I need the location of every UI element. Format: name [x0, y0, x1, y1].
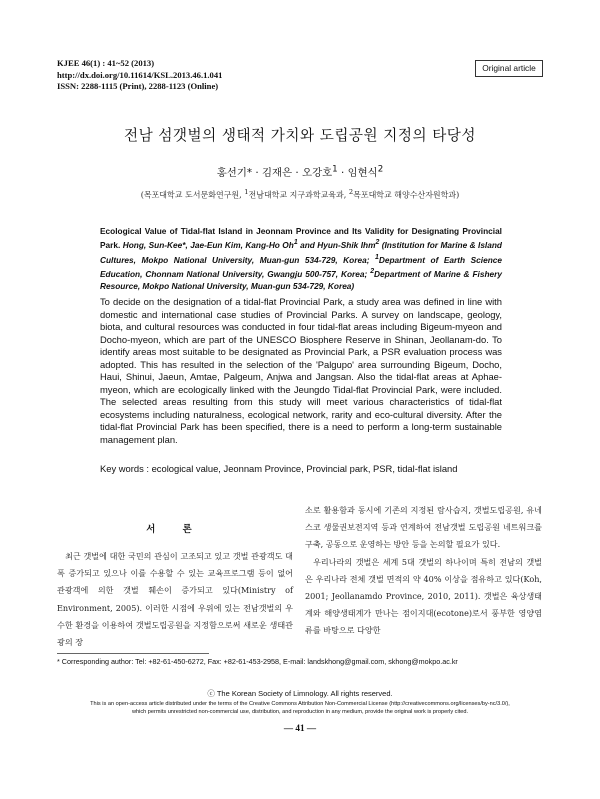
affiliation-part: 목포대학교 해양수산자원학과): [353, 190, 460, 200]
english-title-block: [100, 225, 502, 292]
author-name: 김재은: [261, 167, 293, 179]
affiliation-part: (목포대학교 도서문화연구원,: [140, 190, 245, 200]
affiliation-part: 전남대학교 지구과학교육과,: [248, 190, 349, 200]
abstract-text: To decide on the designation of a tidal-flat Provincial Park, a study area was defined in line with domestic and international case studies of Provincial Parks. A survey on landscape, geology, biota, and cultural resources was conducted in four tidal-flat areas including Bigeum-myeon and Docho-myeon, which are part of the UNESCO Biosphere Reserve in Shinan, Jeollanam-do. To identify areas most suitable to be designated as Provincial Park, a PSR evaluation process was adopted. This has resulted in the selection of the 'Palgupo' area surrounding Bigeum, Docho, Haui, Shinui, Jaeun, Amtae, Palgeum, Anjwa and Jangsan. Also the tidal-flat areas at Aphae-myeon, which are ecologically linked with the Jeungdo Tidal-flat Provincial Park, were included. The selected areas resulting from this study will meet various characteristics of tidal-flat ecosystems including naturalness, ecological network, rarity and eco-cultural diversity. After the tidal-flat Provincial Park has been specified, there is a need to perform a long-term sustainable management plan.: [100, 296, 502, 445]
affil-mark: 2: [348, 188, 354, 196]
license-notice: [30, 700, 570, 716]
section-title-introduction: 서 론: [146, 524, 204, 535]
affil-mark: 2: [370, 267, 375, 275]
footnote-divider: [57, 653, 209, 654]
affil-mark: 1: [293, 239, 298, 247]
english-title: Ecological Value of Tidal-flat Island in Jeonnam Province and Its Validity for Designating Provincial Park.: [100, 226, 502, 251]
body-column-left: [57, 548, 293, 651]
english-affiliation: Department of Marine & Fishery Resource, Mokpo National University, Muan-gun 534-729, Korea): [100, 268, 502, 291]
english-affiliation: Department of Earth Science Education, Chonnam National University, Gwangju 500-757, Korea;: [100, 254, 502, 279]
affil-mark: 2: [377, 164, 384, 175]
paper-title: 전남 섬갯벌의 생태적 가치와 도립공원 지정의 타당성: [124, 127, 476, 144]
body-paragraph: 우리나라의 갯벌은 세계 5대 갯벌의 하나이며 특히 전남의 갯벌은 우리나라 전체 갯벌 면적의 약 40% 이상을 점유하고 있다(Koh, 2001; Jeollanamdo Province, 2010, 2011). 갯벌은 육상생태계와 해양생태계가 만나는 점이지대(ecotone)로서 풍부한 영양염류를 바탕으로 다양한: [305, 556, 542, 636]
body-column-right: [305, 502, 542, 640]
author-name: 임현식: [347, 167, 378, 179]
license-line: which permits unrestricted non-commercial use, distribution, and reproduction in any medium, provide the original work is properly cited.: [131, 709, 469, 715]
author-separator: ·: [337, 167, 348, 179]
english-authors-tail: and Hyun-Shik Ihm: [297, 240, 376, 251]
body-paragraph: 최근 갯벌에 대한 국민의 관심이 고조되고 있고 갯벌 관광객도 대폭 증가되고 있으나 이를 수용할 수 있는 교육프로그램 등이 없어 관광객에 의한 갯벌 훼손이 증가되고 있다(Ministry of Environment, 2005). 이러한 시점에 우위에 있는 전남갯벌의 우수한 환경을 이용하여 갯벌도립공원을 지정함으로써 새로운 생태관광의 장: [57, 551, 293, 648]
author-separator: ·: [252, 167, 262, 179]
english-authors: Hong, Sun-Kee*, Jae-Eun Kim, Kang-Ho Oh: [120, 240, 294, 251]
affiliation-line: [60, 188, 540, 201]
affil-mark: 2: [375, 239, 380, 247]
author-name: 홍선기*: [216, 167, 253, 179]
journal-info: [57, 58, 222, 93]
page-number: — 41 —: [283, 723, 317, 733]
issn-line: ISSN: 2288-1115 (Print), 2288-1123 (Online): [57, 81, 219, 92]
author-name: 오강호: [302, 167, 333, 179]
author-separator: ·: [292, 167, 303, 179]
journal-citation: KJEE 46(1) : 41~52 (2013): [57, 58, 155, 68]
english-affiliation: (Institution for Marine & Island Cultures, Mokpo National University, Muan-gun 534-729, Korea;: [100, 240, 502, 265]
copyright-line: ⓒ The Korean Society of Limnology. All rights reserved.: [207, 689, 393, 698]
license-line: This is an open-access article distributed under the terms of the Creative Commons Attribution Non-Commercial License (http://creativecommons.org/licenses/by-nc/3.0/),: [90, 701, 510, 707]
body-paragraph: 소로 활용함과 동시에 기존의 지정된 람사습지, 갯벌도립공원, 유네스코 생물권보전지역 등과 연계하여 전남갯벌 도립공원 네트워크를 구축, 공동으로 운영하는 방안 등을 논의할 필요가 있다.: [305, 505, 542, 550]
corresponding-author-footnote: * Corresponding author: Tel: +82-61-450-6272, Fax: +82-61-453-2958, E-mail: landskhong@gmail.com, skhong@mokpo.ac.kr: [57, 657, 458, 666]
article-type-badge: Original article: [475, 60, 543, 77]
doi-link[interactable]: http://dx.doi.org/10.11614/KSL.2013.46.1.041: [57, 69, 223, 80]
affil-mark: 1: [332, 164, 338, 175]
keywords-line: Key words : ecological value, Jeonnam Province, Provincial park, PSR, tidal-flat island: [100, 463, 458, 474]
affil-mark: 1: [375, 253, 379, 261]
author-list: [60, 164, 540, 179]
affil-mark: 1: [244, 188, 249, 196]
